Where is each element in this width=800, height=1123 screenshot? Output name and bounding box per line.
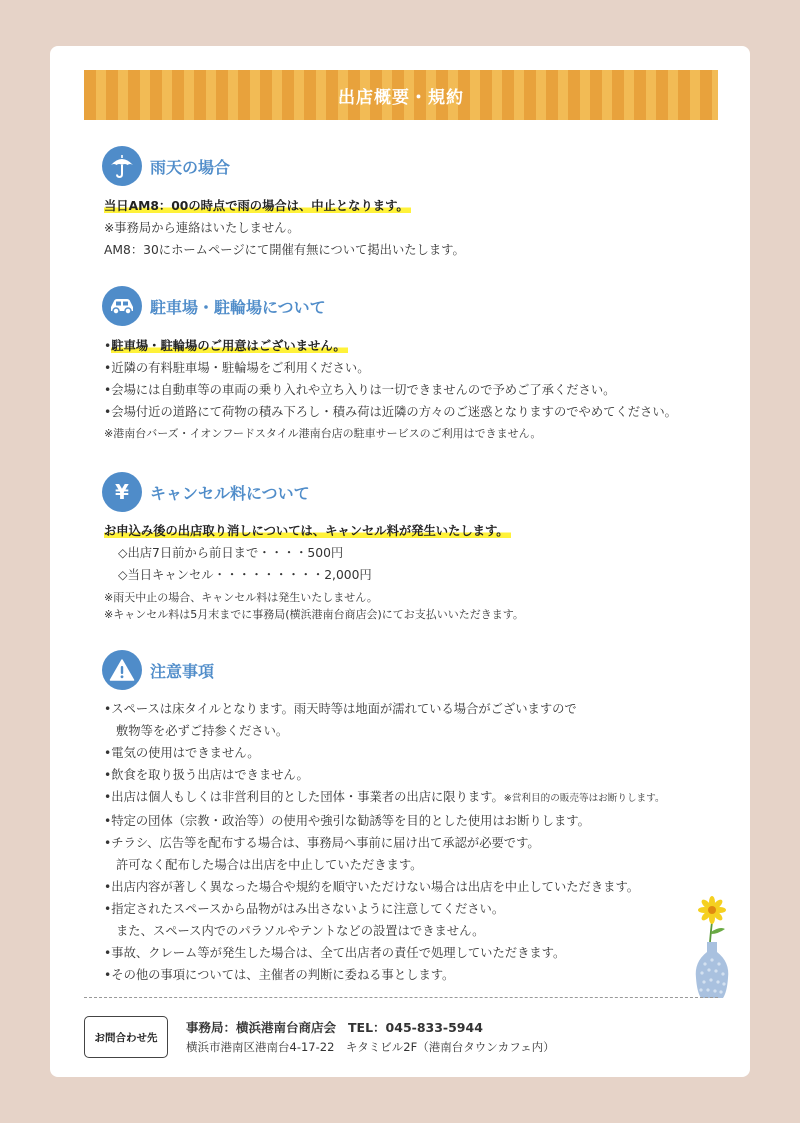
list-item-continued: また、スペース内でのパラソルやテントなどの設置はできません。 <box>116 924 485 938</box>
umbrella-icon <box>102 146 142 186</box>
yen-icon: ¥ <box>102 472 142 512</box>
list-item: •出店は個人もしくは非営利目的とした団体・事業者の出店に限ります。※営利目的の販売等はお断りします。 <box>104 790 665 804</box>
caution-title: 注意事項 <box>150 661 215 681</box>
list-item-small-note: ※営利目的の販売等はお断りします。 <box>503 793 665 804</box>
rain-line: ※事務局から連絡はいたしません。 <box>104 221 300 235</box>
flower-vase-icon <box>690 894 740 998</box>
list-item-continued: 許可なく配布した場合は出店を中止していただきます。 <box>116 858 423 872</box>
contact-office-line <box>186 1018 483 1036</box>
cancel-note: ※雨天中止の場合、キャンセル料は発生いたしません。 <box>104 591 378 604</box>
list-item: •飲食を取り扱う出店はできません。 <box>104 768 309 782</box>
rain-section-header <box>102 146 230 186</box>
list-item: •スペースは床タイルとなります。雨天時等は地面が濡れている場合がございますので <box>104 702 577 716</box>
car-icon <box>102 286 142 326</box>
page-title: 出店概要・規約 <box>338 87 464 108</box>
contact-tel: TEL：045-833-5944 <box>348 1020 483 1035</box>
caution-section-header <box>102 650 214 690</box>
divider <box>84 997 718 998</box>
list-item: •事故、クレーム等が発生した場合は、全て出店者の責任で処理していただきます。 <box>104 946 566 960</box>
fee-line: ◇当日キャンセル・・・・・・・・・2,000円 <box>118 568 372 582</box>
contact-address: 横浜市港南区港南台4-17-22 キタミビル2F（港南台タウンカフェ内） <box>186 1040 555 1054</box>
contact-label: お問合わせ先 <box>94 1031 158 1044</box>
list-item: •チラシ、広告等を配布する場合は、事務局へ事前に届け出て承認が必要です。 <box>104 836 540 850</box>
parking-section-header <box>102 286 326 326</box>
list-item: •会場付近の道路にて荷物の積み下ろし・積み荷は近隣の方々のご迷惑となりますのでやめてください。 <box>104 405 677 419</box>
warning-icon <box>102 650 142 690</box>
list-item: •指定されたスペースから品物がはみ出さないように注意してください。 <box>104 902 505 916</box>
cancel-title: キャンセル料について <box>150 483 310 503</box>
cancel-body <box>104 520 734 623</box>
cancel-note: ※キャンセル料は5月末までに事務局(横浜港南台商店会)にてお支払いいただきます。 <box>104 608 524 621</box>
rain-lead: 当日AM8：00の時点で雨の場合は、中止となります。 <box>104 199 409 213</box>
rain-title: 雨天の場合 <box>150 157 231 177</box>
contact-office: 事務局：横浜港南台商店会 <box>186 1020 337 1035</box>
fee-line: ◇出店7日前から前日まで・・・・500円 <box>118 546 344 560</box>
cancel-section-header <box>102 472 310 512</box>
list-item: •その他の事項については、主催者の判断に委ねる事とします。 <box>104 968 455 982</box>
list-item: •出店内容が著しく異なった場合や規約を順守いただけない場合は出店を中止していただきます。 <box>104 880 640 894</box>
rain-body <box>104 195 734 261</box>
parking-title: 駐車場・駐輪場について <box>150 297 326 317</box>
contact-label-box <box>84 1016 168 1058</box>
list-item: •電気の使用はできません。 <box>104 746 260 760</box>
parking-note: ※港南台バーズ・イオンフードスタイル港南台店の駐車サービスのご利用はできません。 <box>104 427 542 440</box>
rules-card <box>50 46 750 1077</box>
title-banner <box>84 70 718 120</box>
parking-body: •駐車場・駐輪場のご用意はございません。 •近隣の有料駐車場・駐輪場をご利用ください。 •会場には自動車等の車両の乗り入れや立ち入りは一切できませんので予めご了承ください。 •会場付近の道路にて荷物の積み下ろし・積み荷は近隣の方々のご迷惑となりますのでやめてください。 ※港南台バーズ・イオンフードスタイル港南台店の駐車サービスのご利用はできません。 <box>104 335 734 445</box>
list-item: •会場には自動車等の車両の乗り入れや立ち入りは一切できませんので予めご了承ください。 <box>104 383 616 397</box>
caution-body <box>104 698 734 986</box>
parking-lead: 駐車場・駐輪場のご用意はございません。 <box>111 339 346 353</box>
rain-line: AM8：30にホームページにて開催有無について掲出いたします。 <box>104 243 465 257</box>
list-item-continued: 敷物等を必ずご持参ください。 <box>116 724 289 738</box>
list-item: •近隣の有料駐車場・駐輪場をご利用ください。 <box>104 361 370 375</box>
cancel-lead: お申込み後の出店取り消しについては、キャンセル料が発生いたします。 <box>104 524 509 538</box>
list-item: •特定の団体（宗教・政治等）の使用や強引な勧誘等を目的とした使用はお断りします。 <box>104 814 590 828</box>
